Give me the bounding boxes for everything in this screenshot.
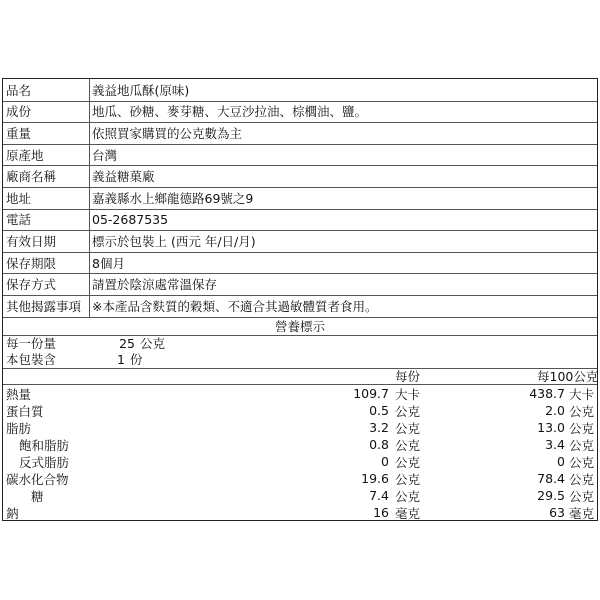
per-100g-unit: 公克 <box>569 420 595 436</box>
per-serving-unit: 大卡 <box>395 386 421 402</box>
info-label: 電話 <box>6 212 32 228</box>
info-value: 請置於陰涼處常溫保存 <box>92 277 218 293</box>
per-serving-value: 19.6 <box>361 471 389 486</box>
info-label: 重量 <box>6 125 32 141</box>
per-100g-unit: 公克 <box>569 471 595 487</box>
per-serving-value: 0.8 <box>369 437 389 452</box>
info-row <box>3 79 597 101</box>
per-serving-value: 109.7 <box>353 386 389 401</box>
info-label: 廠商名稱 <box>6 169 57 185</box>
info-value: 8個月 <box>92 255 125 271</box>
nutrition-row <box>3 453 597 470</box>
info-value: 地瓜、砂糖、麥芽糖、大豆沙拉油、棕櫚油、鹽。 <box>92 104 368 120</box>
info-label: 成份 <box>6 104 32 120</box>
nutrition-title: 營養標示 <box>274 319 325 334</box>
info-value: 標示於包裝上 (西元 年/日/月) <box>92 233 256 249</box>
per-100g-unit: 公克 <box>569 454 595 470</box>
per-100g-value: 63 <box>549 505 565 520</box>
per-100g-value: 3.4 <box>545 437 565 452</box>
nutrition-title-row <box>3 317 597 335</box>
info-value: 台灣 <box>92 147 118 163</box>
info-value: 05-2687535 <box>92 211 169 227</box>
serving-size-label: 每一份量 <box>6 336 57 351</box>
nutrient-name: 熱量 <box>6 386 32 402</box>
nutrient-name: 蛋白質 <box>6 403 44 419</box>
servings-per-package-value: 1 <box>117 351 125 367</box>
serving-size-row <box>3 335 597 351</box>
nutrient-name: 碳水化合物 <box>6 471 69 487</box>
serving-size-value: 25 <box>119 335 135 351</box>
nutrition-row <box>3 487 597 504</box>
per-serving-unit: 公克 <box>395 420 421 436</box>
info-row <box>3 273 597 295</box>
nutrition-row <box>3 436 597 453</box>
per-serving-value: 0.5 <box>369 403 389 418</box>
info-value: 嘉義縣水上鄉龍德路69號之9 <box>92 190 254 206</box>
per-100g-value: 78.4 <box>537 471 565 486</box>
info-label: 有效日期 <box>6 233 57 249</box>
info-label: 保存方式 <box>6 277 57 293</box>
per-100g-value: 438.7 <box>529 386 565 401</box>
per-serving-unit: 公克 <box>395 471 421 487</box>
servings-per-package-unit: 份 <box>130 352 143 367</box>
per-serving-value: 16 <box>373 505 389 520</box>
nutrient-name: 鈉 <box>6 505 19 521</box>
per-100g-unit: 大卡 <box>569 386 595 402</box>
nutrient-name: 脂肪 <box>6 420 32 436</box>
info-value: 依照買家購買的公克數為主 <box>92 125 243 141</box>
per-serving-unit: 公克 <box>395 488 421 504</box>
info-row <box>3 165 597 187</box>
info-label: 其他揭露事項 <box>6 298 82 314</box>
nutrient-name: 反式脂肪 <box>19 454 70 470</box>
per-100g-unit: 公克 <box>569 488 595 504</box>
per-100g-value: 2.0 <box>545 403 565 418</box>
servings-per-package-label: 本包裝含 <box>6 352 57 367</box>
nutrient-name: 糖 <box>31 488 44 504</box>
info-row <box>3 295 597 317</box>
per-100g-value: 0 <box>557 454 565 469</box>
info-row <box>3 144 597 166</box>
servings-per-package-row <box>3 351 597 367</box>
info-value: 義益地瓜酥(原味) <box>92 82 190 98</box>
per-100g-header: 每100公克 <box>537 369 599 384</box>
product-label-sheet <box>2 78 598 521</box>
nutrition-row <box>3 470 597 487</box>
info-row <box>3 230 597 252</box>
nutrition-row <box>3 385 597 402</box>
info-value: ※本產品含麩質的穀類、不適合其過敏體質者食用。 <box>92 298 378 314</box>
per-serving-value: 7.4 <box>369 488 389 503</box>
info-label: 品名 <box>6 82 32 98</box>
info-value: 義益糖菓廠 <box>92 169 155 185</box>
nutrition-row <box>3 419 597 436</box>
info-row <box>3 187 597 209</box>
info-label: 原產地 <box>6 147 44 163</box>
per-serving-unit: 公克 <box>395 454 421 470</box>
per-serving-header: 每份 <box>395 369 421 384</box>
per-serving-value: 0 <box>381 454 389 469</box>
per-serving-unit: 公克 <box>395 437 421 453</box>
per-100g-value: 29.5 <box>537 488 565 503</box>
nutrition-header-row <box>3 368 597 384</box>
per-100g-unit: 公克 <box>569 437 595 453</box>
per-100g-unit: 公克 <box>569 403 595 419</box>
per-100g-value: 13.0 <box>537 420 565 435</box>
per-serving-unit: 公克 <box>395 403 421 419</box>
per-serving-unit: 毫克 <box>395 505 421 521</box>
info-row <box>3 252 597 274</box>
info-label: 地址 <box>6 190 32 206</box>
info-row <box>3 209 597 231</box>
info-row <box>3 101 597 123</box>
info-label: 保存期限 <box>6 255 57 271</box>
nutrition-row <box>3 504 597 521</box>
per-serving-value: 3.2 <box>369 420 389 435</box>
nutrient-name: 飽和脂肪 <box>19 437 70 453</box>
serving-size-unit: 公克 <box>140 336 166 351</box>
per-100g-unit: 毫克 <box>569 505 595 521</box>
info-row <box>3 122 597 144</box>
nutrition-row <box>3 402 597 419</box>
